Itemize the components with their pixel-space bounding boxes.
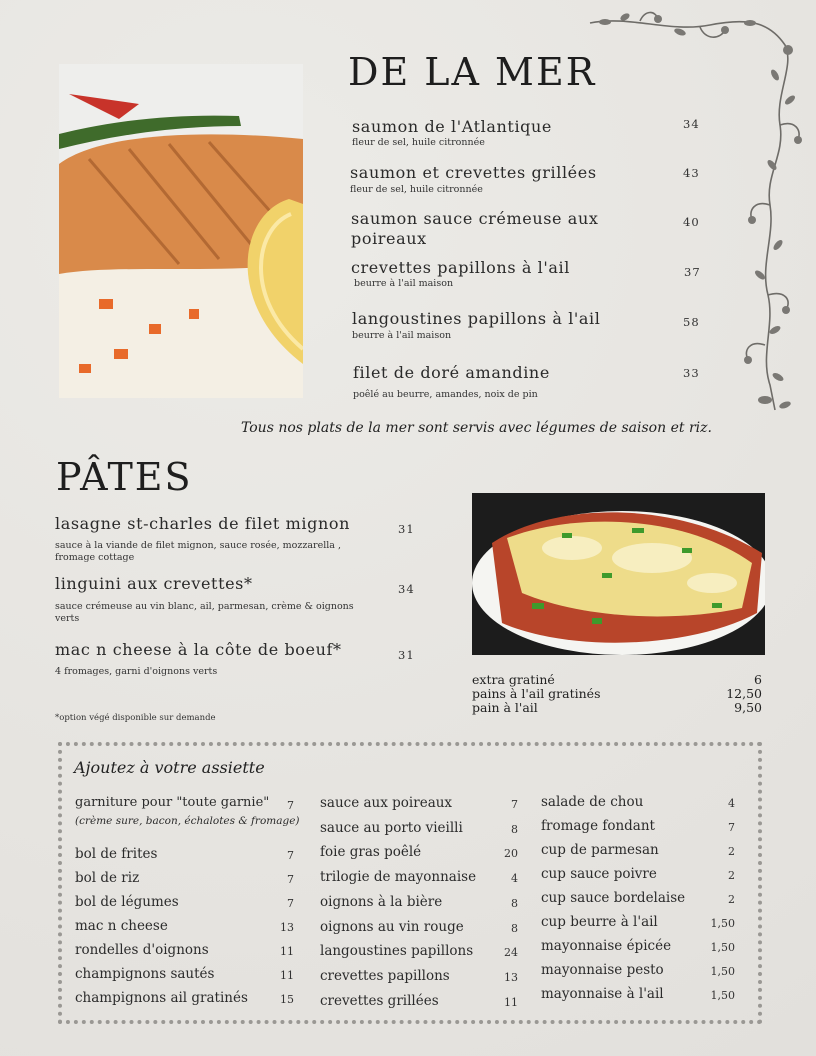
- mer-item-name: langoustines papillons à l'ail: [352, 309, 601, 328]
- addon-item-name: cup sauce bordelaise: [541, 890, 686, 906]
- addon-item-name: cup de parmesan: [541, 842, 659, 858]
- addon-item-price: 11: [504, 995, 518, 1009]
- addon-item-name: cup beurre à l'ail: [541, 914, 658, 930]
- addon-item-name: sauce au porto vieilli: [320, 819, 463, 836]
- mer-item-price: 43: [683, 166, 700, 180]
- addon-item-name: fromage fondant: [541, 818, 655, 834]
- addon-item-name: champignons sautés: [75, 966, 215, 982]
- pates-item-desc: sauce crémeuse au vin blanc, ail, parmesan, crème & oignons: [55, 601, 354, 612]
- extra-item-price: 12,50: [726, 686, 762, 701]
- addon-item-name: bol de frites: [75, 846, 158, 862]
- pates-item-price: 31: [398, 648, 415, 662]
- addon-item-name: mayonnaise pesto: [541, 962, 664, 978]
- addon-item-price: 7: [287, 799, 294, 812]
- mer-item-price: 40: [683, 215, 700, 229]
- mer-item-desc: fleur de sel, huile citronnée: [350, 184, 483, 195]
- mer-item-name: saumon et crevettes grillées: [350, 163, 597, 182]
- addon-item-name: salade de chou: [541, 794, 644, 810]
- lasagna-dish-photo: [472, 493, 765, 655]
- pates-item-desc: fromage cottage: [55, 552, 135, 563]
- pates-item-desc: sauce à la viande de filet mignon, sauce rosée, mozzarella ,: [55, 540, 342, 551]
- addon-item-name: garniture pour "toute garnie": [75, 795, 270, 810]
- addon-item-price: 11: [280, 945, 294, 958]
- extra-item-name: pains à l'ail gratinés: [472, 686, 601, 701]
- pates-note: *option végé disponible sur demande: [55, 713, 216, 723]
- pates-item-name: lasagne st-charles de filet mignon: [55, 514, 351, 533]
- addon-item-price: 8: [511, 896, 518, 910]
- addon-item-name: foie gras poêlé: [320, 844, 422, 861]
- pates-item-desc: verts: [55, 613, 80, 624]
- mer-item-price: 34: [683, 117, 700, 131]
- addon-item-price: 13: [504, 970, 518, 984]
- extra-item-price: 9,50: [734, 700, 762, 715]
- addon-item-name: cup sauce poivre: [541, 866, 657, 882]
- mer-item-desc: beurre à l'ail maison: [354, 278, 454, 289]
- mer-item-name-cont: poireaux: [351, 229, 427, 248]
- section-title-mer: DE LA MER: [348, 50, 597, 94]
- mer-item-name: filet de doré amandine: [353, 363, 550, 382]
- addon-item-name: champignons ail gratinés: [75, 990, 248, 1006]
- addon-item-name: mayonnaise épicée: [541, 938, 672, 954]
- mer-item-desc: poêlé au beurre, amandes, noix de pin: [353, 389, 538, 400]
- addon-item-price: 11: [280, 969, 294, 982]
- mer-item-name: saumon de l'Atlantique: [352, 117, 552, 136]
- addon-item-name: mayonnaise à l'ail: [541, 986, 664, 1002]
- salmon-dish-photo: [59, 64, 303, 398]
- addon-item-price: 7: [287, 873, 294, 886]
- addon-item-name: crevettes grillées: [320, 992, 439, 1009]
- addon-item-price: 8: [511, 822, 518, 836]
- addon-item-name: bol de riz: [75, 870, 140, 886]
- addon-item-name: oignons au vin rouge: [320, 918, 464, 935]
- extra-item-price: 6: [754, 672, 762, 687]
- addon-item-name: trilogie de mayonnaise: [320, 869, 477, 886]
- mer-item-price: 58: [683, 315, 700, 329]
- pates-item-price: 34: [398, 582, 415, 596]
- addon-item-price: 2: [728, 845, 735, 858]
- addon-item-price: 7: [511, 798, 518, 811]
- addon-item-price: 20: [504, 847, 518, 861]
- addon-item-sub: (crème sure, bacon, échalotes & fromage): [75, 815, 300, 827]
- addon-item-name: mac n cheese: [75, 918, 168, 934]
- addons-title: Ajoutez à votre assiette: [74, 758, 265, 777]
- mer-item-desc: fleur de sel, huile citronnée: [352, 137, 485, 148]
- addon-item-price: 7: [287, 897, 294, 910]
- addon-item-price: 24: [504, 946, 518, 960]
- mer-item-name: crevettes papillons à l'ail: [351, 258, 570, 277]
- addon-item-name: langoustines papillons: [320, 943, 474, 960]
- addon-item-price: 4: [511, 872, 518, 886]
- addon-item-price: 7: [728, 821, 735, 834]
- mer-note: Tous nos plats de la mer sont servis avec légumes de saison et riz.: [241, 420, 712, 436]
- pates-item-name: mac n cheese à la côte de boeuf*: [55, 640, 342, 659]
- addon-item-name: sauce aux poireaux: [320, 795, 453, 811]
- addon-item-price: 1,50: [710, 917, 735, 930]
- addon-item-name: rondelles d'oignons: [75, 942, 209, 958]
- addon-item-price: 13: [280, 921, 294, 934]
- addon-item-name: oignons à la bière: [320, 893, 443, 910]
- mer-item-name: saumon sauce crémeuse aux: [351, 209, 599, 228]
- addon-item-name: crevettes papillons: [320, 967, 450, 984]
- addon-item-price: 7: [287, 849, 294, 862]
- addon-item-price: 1,50: [710, 989, 735, 1002]
- extra-item-name: pain à l'ail: [472, 700, 538, 715]
- section-title-pates: PÂTES: [56, 455, 193, 499]
- mer-item-desc: beurre à l'ail maison: [352, 330, 452, 341]
- addon-item-price: 1,50: [710, 965, 735, 978]
- addon-item-price: 2: [728, 893, 735, 906]
- addon-item-price: 8: [511, 921, 518, 935]
- addon-item-price: 2: [728, 869, 735, 882]
- pates-item-price: 31: [398, 522, 415, 536]
- addon-item-price: 1,50: [710, 941, 735, 954]
- pates-item-desc: 4 fromages, garni d'oignons verts: [55, 666, 218, 677]
- pates-item-name: linguini aux crevettes*: [55, 574, 253, 593]
- addon-item-price: 4: [728, 797, 735, 810]
- addon-item-price: 15: [280, 993, 294, 1006]
- mer-item-price: 33: [683, 366, 700, 380]
- extra-item-name: extra gratiné: [472, 672, 555, 687]
- addon-item-name: bol de légumes: [75, 894, 179, 910]
- mer-item-price: 37: [684, 265, 701, 279]
